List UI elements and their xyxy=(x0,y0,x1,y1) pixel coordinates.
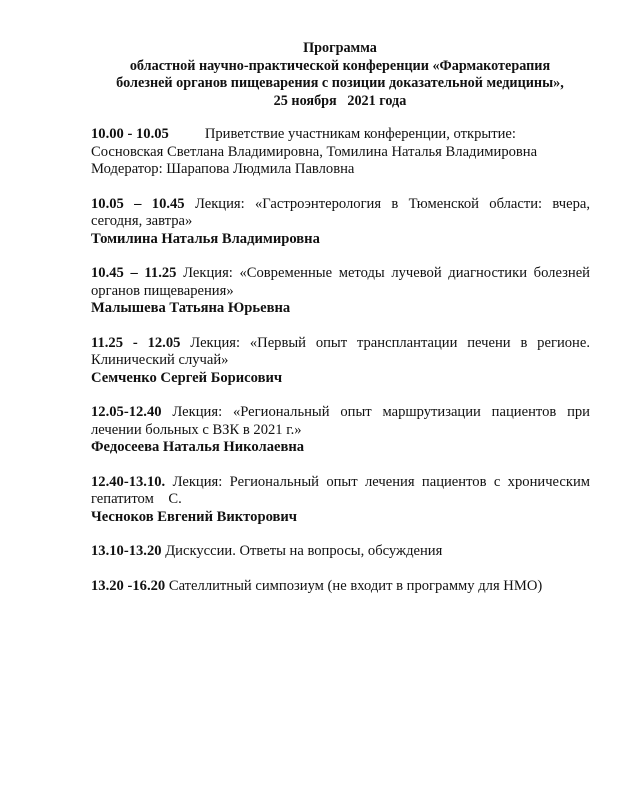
item-text-cont: Клинический случай» xyxy=(91,352,229,368)
item-time: 10.45 – 11.25 xyxy=(91,265,177,281)
item-speaker: Малышева Татьяна Юрьевна xyxy=(91,300,291,316)
item-text: Лекция: «Гастроэнтерология в Тюменской области: вчера, xyxy=(194,195,590,212)
conference-date: 25 ноября 2021 года xyxy=(273,92,407,109)
item-time: 10.00 - 10.05 xyxy=(91,126,169,142)
schedule-item-lecture xyxy=(91,196,590,249)
item-moderator: Модератор: Шарапова Людмила Павловна xyxy=(91,161,355,177)
conference-name-line2: болезней органов пищеварения с позиции доказательной медицины», xyxy=(116,75,564,91)
schedule-item-opening xyxy=(91,126,590,179)
item-text-cont: гепатитом С. xyxy=(91,491,182,507)
item-text-cont: органов пищеварения» xyxy=(91,282,234,299)
program-title: Программа xyxy=(303,40,377,56)
schedule-item-lecture xyxy=(91,404,590,457)
item-text: Лекция: Региональный опыт лечения пациентов с хроническим xyxy=(172,473,590,490)
schedule-item-lecture xyxy=(91,474,590,527)
item-speaker: Семченко Сергей Борисович xyxy=(91,369,283,386)
item-time: 12.05-12.40 xyxy=(91,404,162,420)
item-text: Лекция: «Современные методы лучевой диагностики болезней xyxy=(183,265,590,281)
item-text: Сателлитный симпозиум (не входит в программу для НМО) xyxy=(168,577,543,594)
item-text: Дискуссии. Ответы на вопросы, обсуждения xyxy=(165,543,443,559)
schedule-item-lecture xyxy=(91,335,590,388)
item-text: Лекция: «Первый опыт трансплантации печени в регионе. xyxy=(190,334,590,351)
item-text: Приветствие участникам конференции, открытие: xyxy=(204,126,516,142)
item-time: 13.10-13.20 xyxy=(91,543,162,559)
conference-name-line1: областной научно-практической конференции «Фармакотерапия xyxy=(129,57,551,74)
item-time: 13.20 -16.20 xyxy=(91,577,166,594)
item-participants: Сосновская Светлана Владимировна, Томилина Наталья Владимировна xyxy=(91,143,538,160)
item-text-cont: лечении больных с ВЗК в 2021 г.» xyxy=(91,421,302,438)
item-speaker: Томилина Наталья Владимировна xyxy=(91,230,320,247)
item-speaker: Федосеева Наталья Николаевна xyxy=(91,439,305,455)
item-text-cont: сегодня, завтра» xyxy=(91,213,193,229)
schedule-item-lecture xyxy=(91,265,590,318)
schedule-item-symposium xyxy=(91,578,590,596)
program-schedule xyxy=(91,126,590,612)
program-header xyxy=(60,40,620,110)
item-speaker: Чесноков Евгений Викторович xyxy=(91,508,298,525)
item-time: 12.40-13.10. xyxy=(91,473,166,490)
item-time: 11.25 - 12.05 xyxy=(91,334,181,351)
item-text: Лекция: «Региональный опыт маршрутизации пациентов при xyxy=(172,404,590,420)
item-time: 10.05 – 10.45 xyxy=(91,195,185,212)
schedule-item-discussion xyxy=(91,543,590,561)
